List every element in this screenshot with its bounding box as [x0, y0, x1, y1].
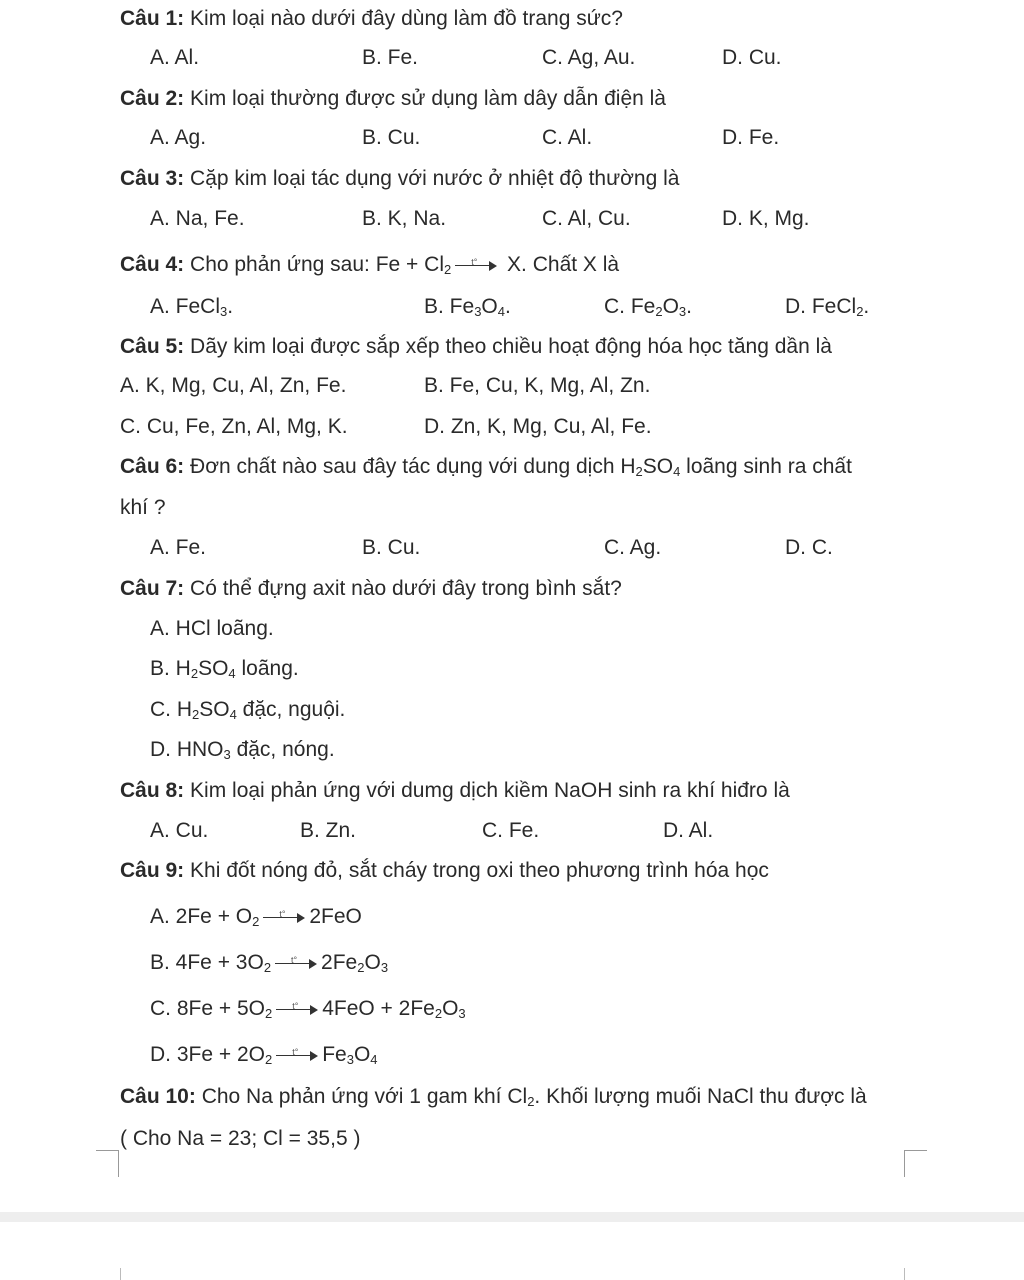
q4-option-d[interactable]: D. FeCl$_2$.: [785, 295, 870, 319]
q9-option-a[interactable]: A. $2Fe + O_2$ t° 2FeO: [150, 905, 362, 929]
question-10: Câu 10: Cho Na phản ứng với 1 gam khí $Cl_2$. Khối lượng muối NaCl thu được là: [120, 1085, 867, 1109]
q6-option-c[interactable]: C. Ag.: [604, 536, 662, 559]
question-2: Câu 2: Kim loại thường được sử dụng làm dây dẫn điện là: [120, 87, 666, 110]
q9-option-b[interactable]: B. $4Fe + 3O_2$ t° $2Fe_2O_3$: [150, 951, 389, 975]
q3-option-b[interactable]: B. K, Na.: [362, 207, 447, 230]
q2-option-d[interactable]: D. Fe.: [722, 126, 780, 149]
reaction-arrow-icon: t°: [276, 1048, 318, 1062]
q7-option-b[interactable]: B. $H_2SO_4$ loãng.: [150, 657, 299, 681]
q1-option-d[interactable]: D. Cu.: [722, 46, 782, 69]
q5-option-b[interactable]: B. Fe, Cu, K, Mg, Al, Zn.: [424, 374, 651, 397]
q5-option-a[interactable]: A. K, Mg, Cu, Al, Zn, Fe.: [120, 374, 347, 397]
reaction-arrow-icon: t°: [276, 1002, 318, 1016]
q6-option-b[interactable]: B. Cu.: [362, 536, 421, 559]
question-8: Câu 8: Kim loại phản ứng với dumg dịch kiềm NaOH sinh ra khí hiđro là: [120, 779, 790, 802]
q1-option-c[interactable]: C. Ag, Au.: [542, 46, 636, 69]
q9-option-d[interactable]: D. $3Fe + 2O_2$ t° $Fe_3O_4$: [150, 1043, 378, 1067]
question-6: Câu 6: Đơn chất nào sau đây tác dụng với dung dịch $H_2SO_4$ loãng sinh ra chất: [120, 455, 852, 479]
q5-option-d[interactable]: D. Zn, K, Mg, Cu, Al, Fe.: [424, 415, 652, 438]
question-4: Câu 4: Cho phản ứng sau: $Fe + Cl_2$ t° X. Chất X là: [120, 253, 620, 277]
q8-option-c[interactable]: C. Fe.: [482, 819, 540, 842]
question-5: Câu 5: Dãy kim loại được sắp xếp theo chiều hoạt động hóa học tăng dần là: [120, 335, 832, 358]
question-3: Câu 3: Cặp kim loại tác dụng với nước ở nhiệt độ thường là: [120, 167, 680, 190]
question-6-continued: khí ?: [120, 496, 166, 519]
q4-option-a[interactable]: A. FeCl$_3$.: [150, 295, 234, 319]
reaction-arrow-icon: t°: [275, 956, 317, 970]
question-9: Câu 9: Khi đốt nóng đỏ, sắt cháy trong oxi theo phương trình hóa học: [120, 859, 769, 882]
q8-option-b[interactable]: B. Zn.: [300, 819, 357, 842]
q7-option-d[interactable]: D. $HNO_3$ đặc, nóng.: [150, 738, 335, 762]
q2-option-a[interactable]: A. Ag.: [150, 126, 207, 149]
q6-option-d[interactable]: D. C.: [785, 536, 833, 559]
margin-corner-mark: [96, 1150, 119, 1177]
q4-option-c[interactable]: C. $Fe_2O_3$.: [604, 295, 692, 319]
q6-option-a[interactable]: A. Fe.: [150, 536, 207, 559]
question-7: Câu 7: Có thể đựng axit nào dưới đây trong bình sắt?: [120, 577, 622, 600]
question-1: Câu 1: Kim loại nào dưới đây dùng làm đồ trang sức?: [120, 7, 623, 30]
q9-option-c[interactable]: C. $8Fe + 5O_2$ t° $4FeO + 2Fe_2O_3$: [150, 997, 466, 1021]
margin-corner-mark: [904, 1150, 927, 1177]
q1-option-a[interactable]: A. Al.: [150, 46, 200, 69]
q2-option-b[interactable]: B. Cu.: [362, 126, 421, 149]
q7-option-c[interactable]: C. $H_2SO_4$ đặc, nguội.: [150, 698, 346, 722]
q3-option-a[interactable]: A. Na, Fe.: [150, 207, 245, 230]
margin-tick: [904, 1268, 905, 1280]
q8-option-a[interactable]: A. Cu.: [150, 819, 209, 842]
q2-option-c[interactable]: C. Al.: [542, 126, 593, 149]
question-10-note: ( Cho Na = 23; Cl = 35,5 ): [120, 1127, 361, 1150]
q3-option-c[interactable]: C. Al, Cu.: [542, 207, 631, 230]
q7-option-a[interactable]: A. HCl loãng.: [150, 617, 274, 640]
q3-option-d[interactable]: D. K, Mg.: [722, 207, 810, 230]
reaction-arrow-icon: t°: [455, 258, 497, 272]
margin-tick: [120, 1268, 121, 1280]
q4-option-b[interactable]: B. $Fe_3O_4$.: [424, 295, 511, 319]
q5-option-c[interactable]: C. Cu, Fe, Zn, Al, Mg, K.: [120, 415, 348, 438]
q1-option-b[interactable]: B. Fe.: [362, 46, 419, 69]
page-separator: [0, 1212, 1024, 1222]
reaction-arrow-icon: t°: [263, 910, 305, 924]
q8-option-d[interactable]: D. Al.: [663, 819, 714, 842]
